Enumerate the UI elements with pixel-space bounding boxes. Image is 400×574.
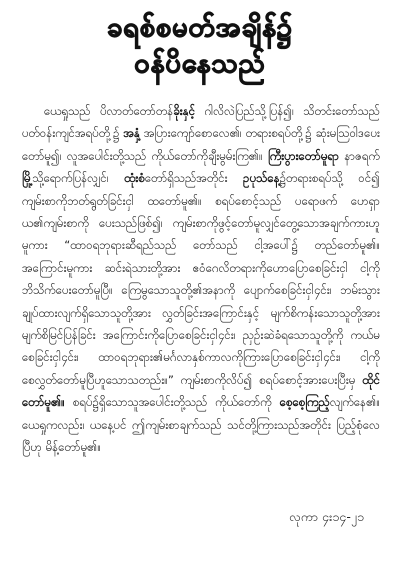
body-run: အပြားကျော်စောလေ၏၊ တရားစရပ်တို့၌ ဆုံးမဩဝါဒပေးတော်မူ၍၊ လူအပေါင်းတို့သည် ကိုယ်တော်ကိုချီးမွမ်းကြ၏။	[22, 126, 380, 163]
body-run: ၌တရားစရပ်သို့ ဝင်၍ ကျမ်းစာကိုဘတ်ရွတ်ခြင်းငှါ ထတော်မူ၏။ စရပ်စောင့်သည် ပရောဖက် ဟေရှာယ၏ကျမ်းစာကို ပေးသည်ဖြစ်၍၊ ကျမ်းစာကိုဖွင့်တော်မူလျှင်တွေ့သောအချက်ကားဟူမူကား “ထာဝရဘုရားဆီရည်သည် တော်သည် ငါ့အပေါ်၌ တည်တော်မူ၏။ အကြောင်းမူကား ဆင်းရဲသားတို့အား ဧဝံဂေလိတရားကိုဟောပြောစေခြင်းငှါ ငါ့ကို ဘိသိက်ပေးတော်မူပြီ။ ကြေမွသောသူတို့၏အနာကို ပျောက်စေခြင်းငှါ၄င်း၊ ဘမ်းသွားချုပ်ထားလျက်ရှိသောသူတို့အား လွှတ်ခြင်းအကြောင်းနှင့် မျက်စိကန်းသောသူတို့အား မျက်စိမြင်ပြန်ခြင်း အကြောင်းကိုပြောစေခြင်းငှါ၄င်း၊ ညှဉ်းဆဲခံရသောသူတို့ကို ကယ်မစေခြင်းငှါ၄င်း၊ ထာဝရဘုရား၏မင်္ဂလာနှစ်ကာလကိုကြားပြောစေခြင်းငှါ၄င်း၊ ငါ့ကို စေလွှတ်တော်မူပြီဟူသောသတည်း။” ကျမ်းစာကိုလိပ်၍ စရပ်စောင့်အားပေးပြီးမှ	[22, 171, 380, 387]
title-line-2: ဝန်ပိနေသည်	[134, 48, 266, 79]
body-emphasis: ခိုးနှင့်	[173, 104, 196, 118]
scripture-reference: လုကာ ၄း၁၄-၂၁	[288, 509, 364, 524]
body-emphasis: မြို့	[22, 171, 33, 186]
body-text	[22, 100, 380, 490]
body-run: လျက်နေ၏။ ယေရှုကလည်း၊ ယနေ့ပင် ဤကျမ်းစာချက်သည် သင်တို့ကြားသည်အတိုင်း ပြည့်စုံလေပြီဟု မိန့်တော်မူ၏။	[22, 395, 380, 455]
body-run: ဂါလိလဲပြည်သို့ပြန်၍၊ သိတင်းတော်သည် ပတ်ဝန်းကျင်အရပ်တို့၌	[22, 104, 380, 141]
body-run: ယေရှုသည် ပိလာတ်တော်တန်	[44, 104, 174, 118]
title-line-1: ခရစ်စမတ်အချိန်၌	[107, 12, 293, 43]
body-paragraph	[22, 100, 380, 459]
body-run: တော်ရှိသည်အတိုင်း	[144, 171, 244, 186]
body-emphasis: ထိုင်တော်မူ၏။	[22, 372, 380, 410]
body-emphasis: ထုံးစံ	[124, 171, 145, 186]
body-emphasis: အနှံ့	[123, 126, 140, 141]
body-run: စရပ်၌ရှိသောသူအပေါင်းတို့သည် ကိုယ်တော်ကို	[64, 395, 280, 410]
title-block	[0, 10, 400, 82]
body-run: သို့ရောက်ပြန်လျှင်၊	[32, 171, 125, 186]
body-run: နာဇရက်	[338, 148, 380, 163]
body-emphasis: စေ့စေ့ကြည့်	[279, 395, 330, 410]
body-emphasis: ဥပုသ်နေ့	[243, 171, 280, 186]
body-emphasis: ကြီးပွားတော်မူရာ	[268, 148, 339, 163]
